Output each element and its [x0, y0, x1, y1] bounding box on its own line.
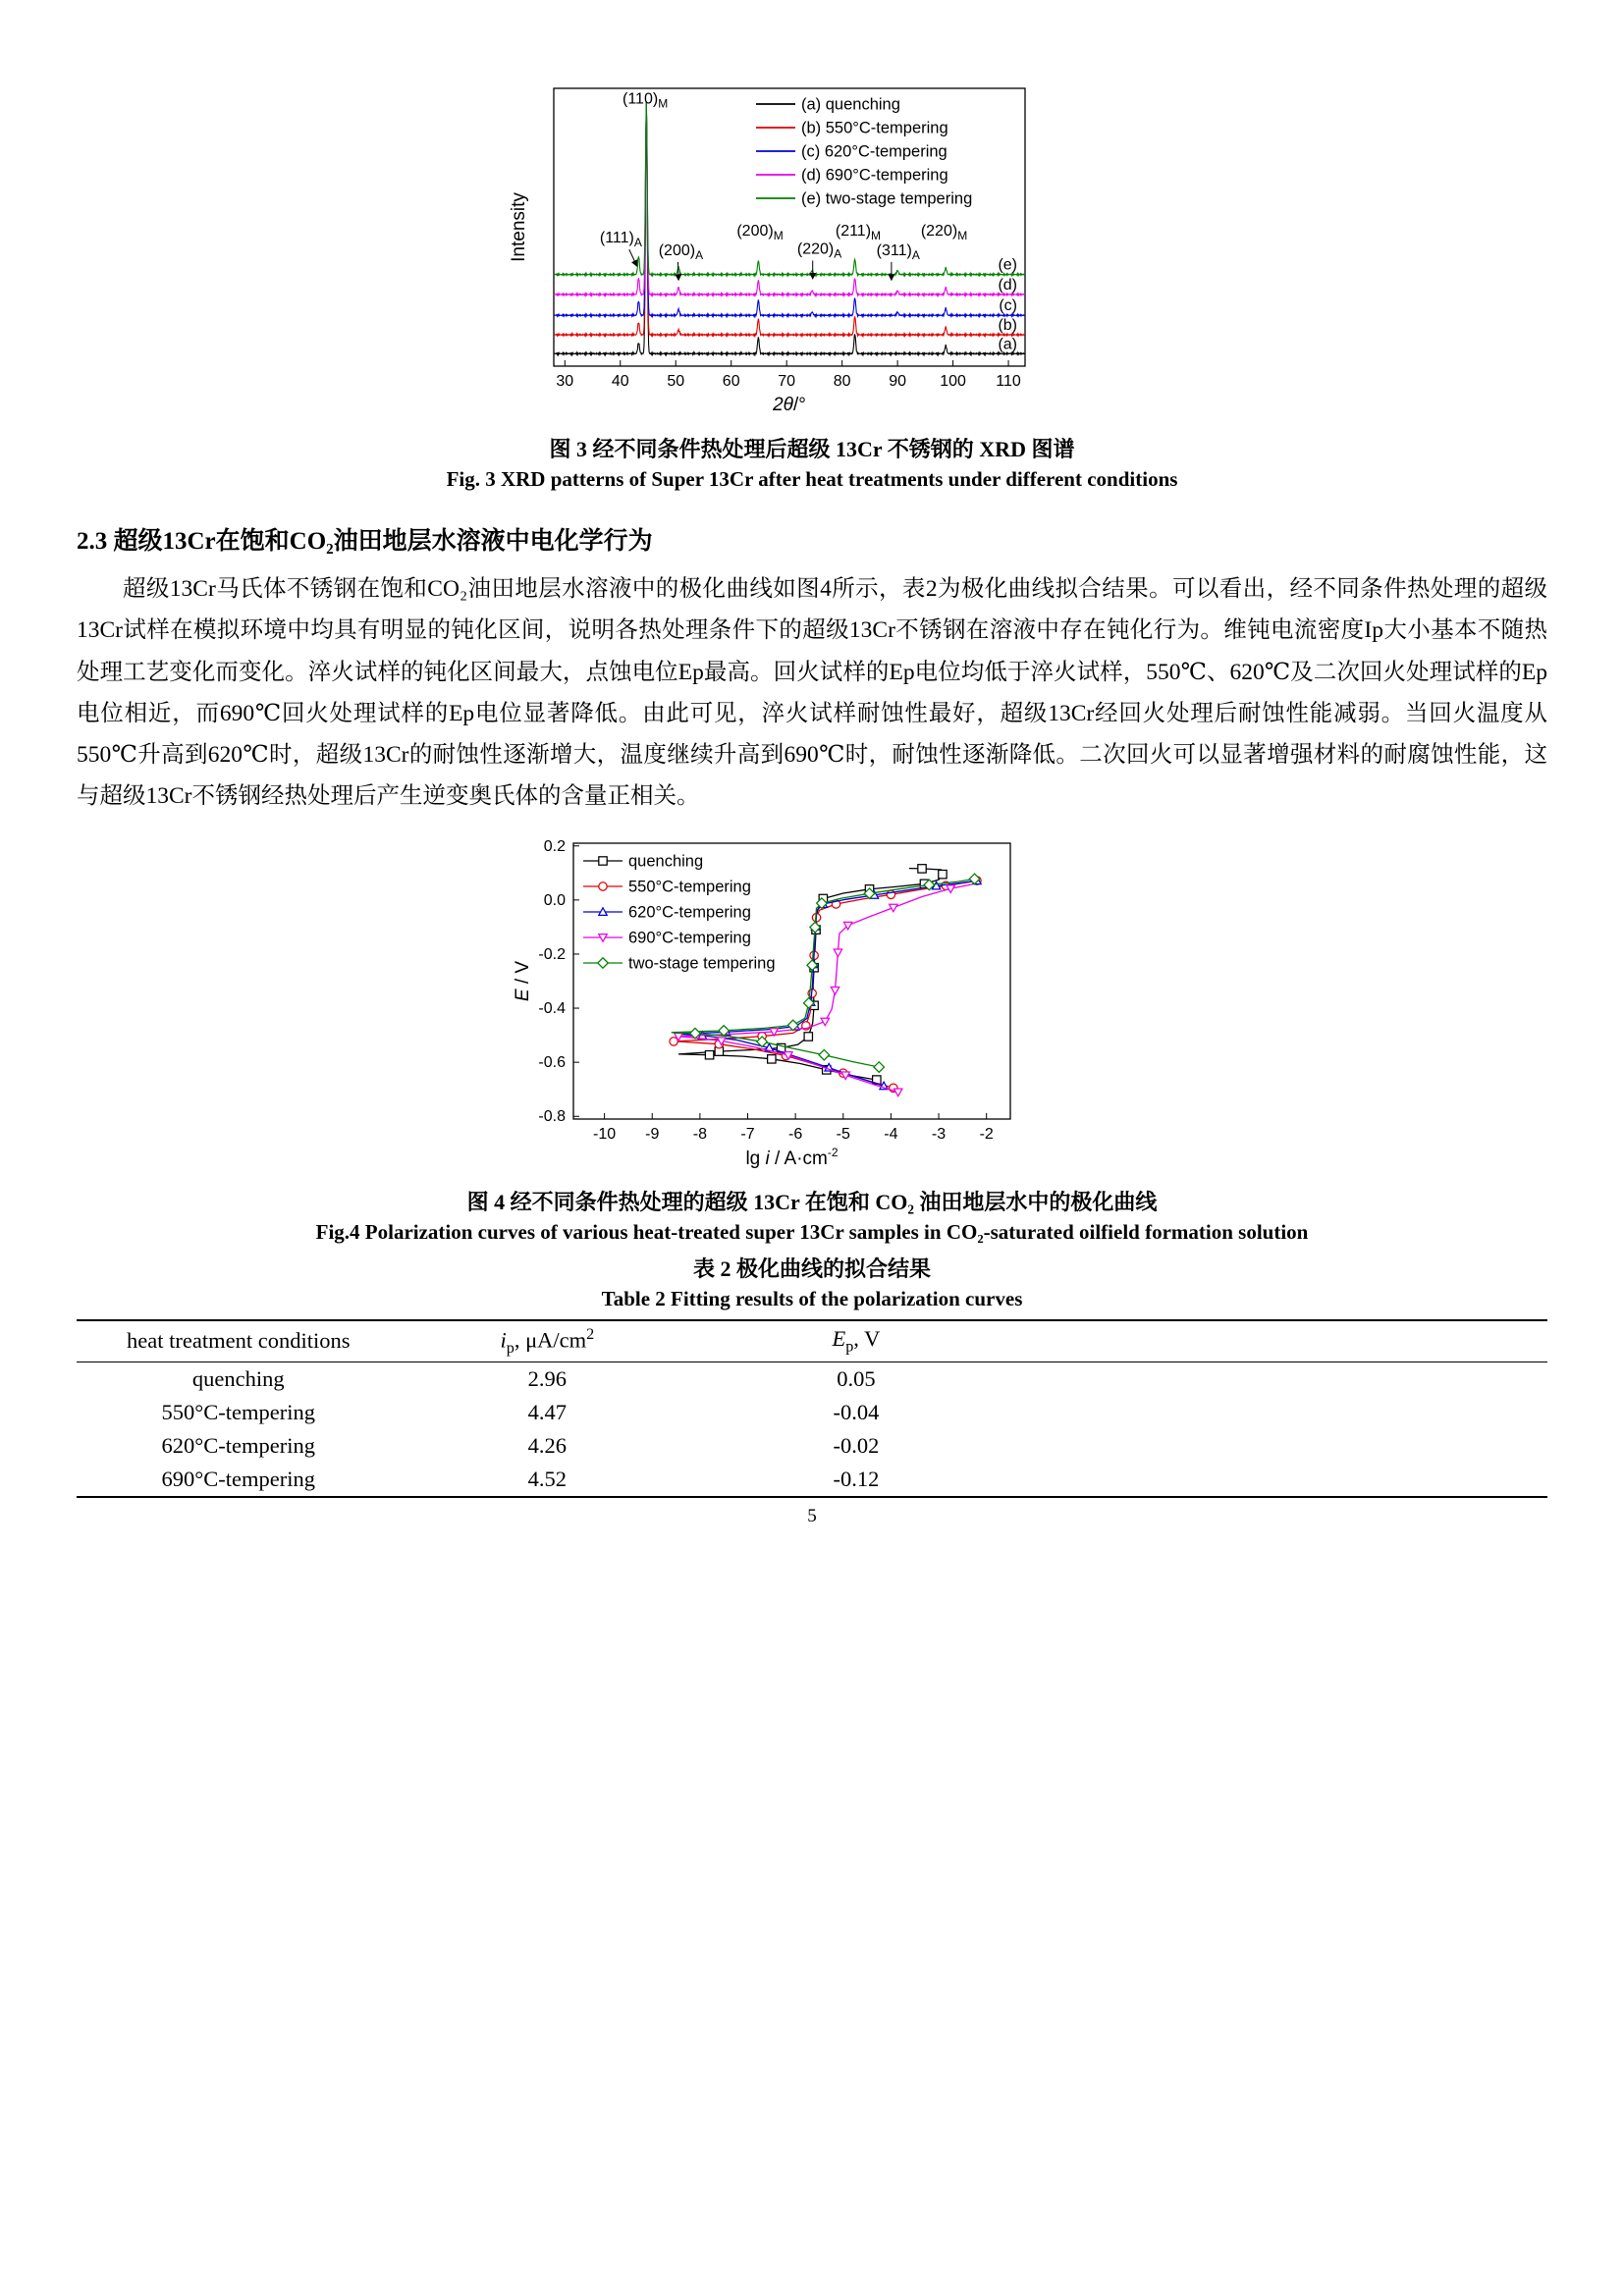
svg-text:(110)M: $(110)_M$ [623, 90, 669, 111]
svg-text:-5: -5 [836, 1125, 850, 1143]
table-header-ep [694, 1320, 1018, 1362]
svg-text:(220)M: $(220)_M$ [920, 222, 968, 242]
table-row [77, 1396, 1547, 1429]
svg-text:(c) 620°C-tempering: (c) 620°C-tempering [801, 142, 947, 161]
svg-text:(311)A: $(311)_A$ [876, 241, 920, 262]
svg-text:50: 50 [667, 373, 685, 390]
svg-text:-0.8: -0.8 [538, 1108, 566, 1126]
figure-4-caption-en: Fig.4 Polarization curves of various heat-treated super 13Cr samples in CO₂-saturated oilfield formation solution [315, 1219, 1309, 1244]
xrd-chart [509, 82, 1029, 418]
cell-ep: -0.12 [833, 1466, 880, 1491]
svg-text:(c): (c) [999, 297, 1017, 315]
svg-text:-7: -7 [740, 1125, 755, 1143]
svg-text:-0.4: -0.4 [538, 999, 566, 1017]
table-row [77, 1362, 1547, 1396]
table-2-caption-cn: 表 2 极化曲线的拟合结果 [692, 1255, 931, 1281]
svg-text:60: 60 [722, 373, 740, 390]
figure-3-caption-en: Fig. 3 XRD patterns of Super 13Cr after heat treatments under different conditions [446, 467, 1178, 491]
svg-text:(111)A: $(111)_A$ [599, 230, 642, 250]
table-row [77, 1463, 1547, 1497]
svg-text:-0.6: -0.6 [538, 1053, 566, 1071]
svg-text:-8: -8 [692, 1125, 707, 1143]
svg-text:(d): (d) [998, 276, 1017, 294]
svg-text:-6: -6 [788, 1125, 803, 1143]
polarization-chart [509, 835, 1029, 1171]
svg-text:-10: -10 [593, 1125, 617, 1143]
table-header-row [77, 1320, 1547, 1362]
svg-text:90: 90 [889, 373, 907, 390]
cell-ep: -0.02 [833, 1432, 880, 1458]
svg-text:-9: -9 [645, 1125, 660, 1143]
svg-text:550°C-tempering: 550°C-tempering [628, 878, 751, 896]
svg-text:(b): (b) [998, 317, 1017, 335]
ep-unit: , V [853, 1326, 881, 1352]
table-2 [77, 1319, 1547, 1498]
body-paragraph: 超级13Cr马氏体不锈钢在饱和CO₂油田地层水溶液中的极化曲线如图4所示，表2为极化曲线拟合结果。可以看出，经不同条件热处理的超级13Cr试样在模拟环境中均具有明显的钝化区间，说明各热处理条件下的超级13Cr不锈钢在溶液中存在钝化行为。维钝电流密度Ip大小基本不随热处理工艺变化而变化。淬火试样的钝化区间最大，点蚀电位Ep最高。回火试样的Ep电位均低于淬火试样，550℃、620℃及二次回火处理试样的Ep电位相近，而690℃回火处理试样的Ep电位显著降低。由此可见，淬火试样耐蚀性最好，超级13Cr经回火处理后耐蚀性能减弱。当回火温度从550℃升高到620℃时，超级13Cr的耐蚀性逐渐增大，温度继续升高到690℃时，耐蚀性逐渐降低。二次回火可以显著增强材料的耐腐蚀性能，这与超级13Cr不锈钢经热处理后产生逆变奥氏体的含量正相关。 [77, 576, 1547, 810]
table-header-filler [1018, 1320, 1547, 1362]
figure-4-caption-cn: 图 4 经不同条件热处理的超级 13Cr 在饱和 CO₂ 油田地层水中的极化曲线 [466, 1189, 1158, 1214]
svg-text:0.2: 0.2 [543, 837, 566, 855]
cell-ep: 0.05 [837, 1365, 876, 1391]
svg-text:(200)A: $(200)_A$ [658, 241, 704, 262]
cell-ep: -0.04 [833, 1399, 880, 1424]
svg-text:(200)M: $(200)_M$ [736, 222, 784, 242]
svg-text:(e) two-stage tempering: (e) two-stage tempering [801, 189, 973, 208]
svg-text:100: 100 [940, 373, 966, 390]
cell-ip: 2.96 [527, 1365, 568, 1391]
page-number: 5 [807, 1505, 817, 1526]
svg-text:690°C-tempering: 690°C-tempering [628, 929, 751, 947]
svg-text:quenching: quenching [628, 852, 704, 871]
table-header-ip [401, 1320, 695, 1362]
svg-text:-0.2: -0.2 [538, 945, 566, 963]
figure-4-chart-area [77, 835, 1547, 1176]
figure-3-chart-area [77, 82, 1547, 423]
svg-text:-2: -2 [979, 1125, 994, 1143]
table-row [77, 1429, 1547, 1463]
table-2-caption-en: Table 2 Fitting results of the polarization curves [601, 1286, 1023, 1310]
svg-text:30: 30 [556, 373, 574, 390]
svg-text:620°C-tempering: 620°C-tempering [628, 903, 751, 922]
svg-text:(a): (a) [998, 336, 1017, 353]
svg-text:(b) 550°C-tempering: (b) 550°C-tempering [801, 119, 948, 137]
svg-text:lg i / A·cm-2: $\lg i / A\cdot cm^{-2}$ [745, 1145, 839, 1169]
ip-variable: i [500, 1327, 507, 1353]
svg-text:80: 80 [833, 373, 851, 390]
cell-condition: 620°C-tempering [161, 1432, 315, 1458]
table-header-conditions: heat treatment conditions [127, 1328, 351, 1354]
svg-text:(e): (e) [998, 256, 1017, 274]
ep-subscript: p [845, 1337, 854, 1356]
cell-condition: 550°C-tempering [161, 1399, 315, 1424]
cell-ip: 4.47 [527, 1399, 568, 1424]
figure-3 [77, 82, 1547, 492]
ip-unit: , μA/cm [514, 1327, 587, 1353]
cell-ip: 4.26 [527, 1432, 568, 1458]
section-heading: 2.3 超级13Cr在饱和CO₂油田地层水溶液中电化学行为 [77, 528, 653, 555]
svg-text:-3: -3 [931, 1125, 947, 1143]
ip-unit-exponent: 2 [586, 1324, 595, 1343]
cell-condition: 690°C-tempering [161, 1466, 315, 1491]
svg-text:Intensity: Intensity [509, 192, 529, 262]
svg-text:70: 70 [778, 373, 796, 390]
svg-text:two-stage tempering: two-stage tempering [628, 954, 776, 973]
svg-text:(a) quenching: (a) quenching [801, 95, 900, 114]
ip-subscript: p [506, 1338, 514, 1357]
figure-3-caption-cn: 图 3 经不同条件热处理后超级 13Cr 不锈钢的 XRD 图谱 [549, 437, 1075, 461]
cell-condition: quenching [191, 1365, 285, 1391]
figure-4 [77, 835, 1547, 1245]
svg-text:40: 40 [611, 373, 629, 390]
svg-text:E / V: E / V [513, 960, 533, 1001]
svg-text:110: 110 [996, 373, 1021, 390]
svg-text:0.0: 0.0 [543, 891, 566, 909]
svg-text:-4: -4 [884, 1125, 898, 1143]
svg-text:(d) 690°C-tempering: (d) 690°C-tempering [801, 166, 948, 185]
svg-text:(220)A: $(220)_A$ [796, 240, 842, 261]
svg-text:2θ/°: 2θ/° [773, 395, 806, 415]
cell-ip: 4.52 [527, 1466, 568, 1491]
svg-text:(211)M: $(211)_M$ [835, 222, 882, 242]
ep-variable: E [832, 1326, 846, 1352]
